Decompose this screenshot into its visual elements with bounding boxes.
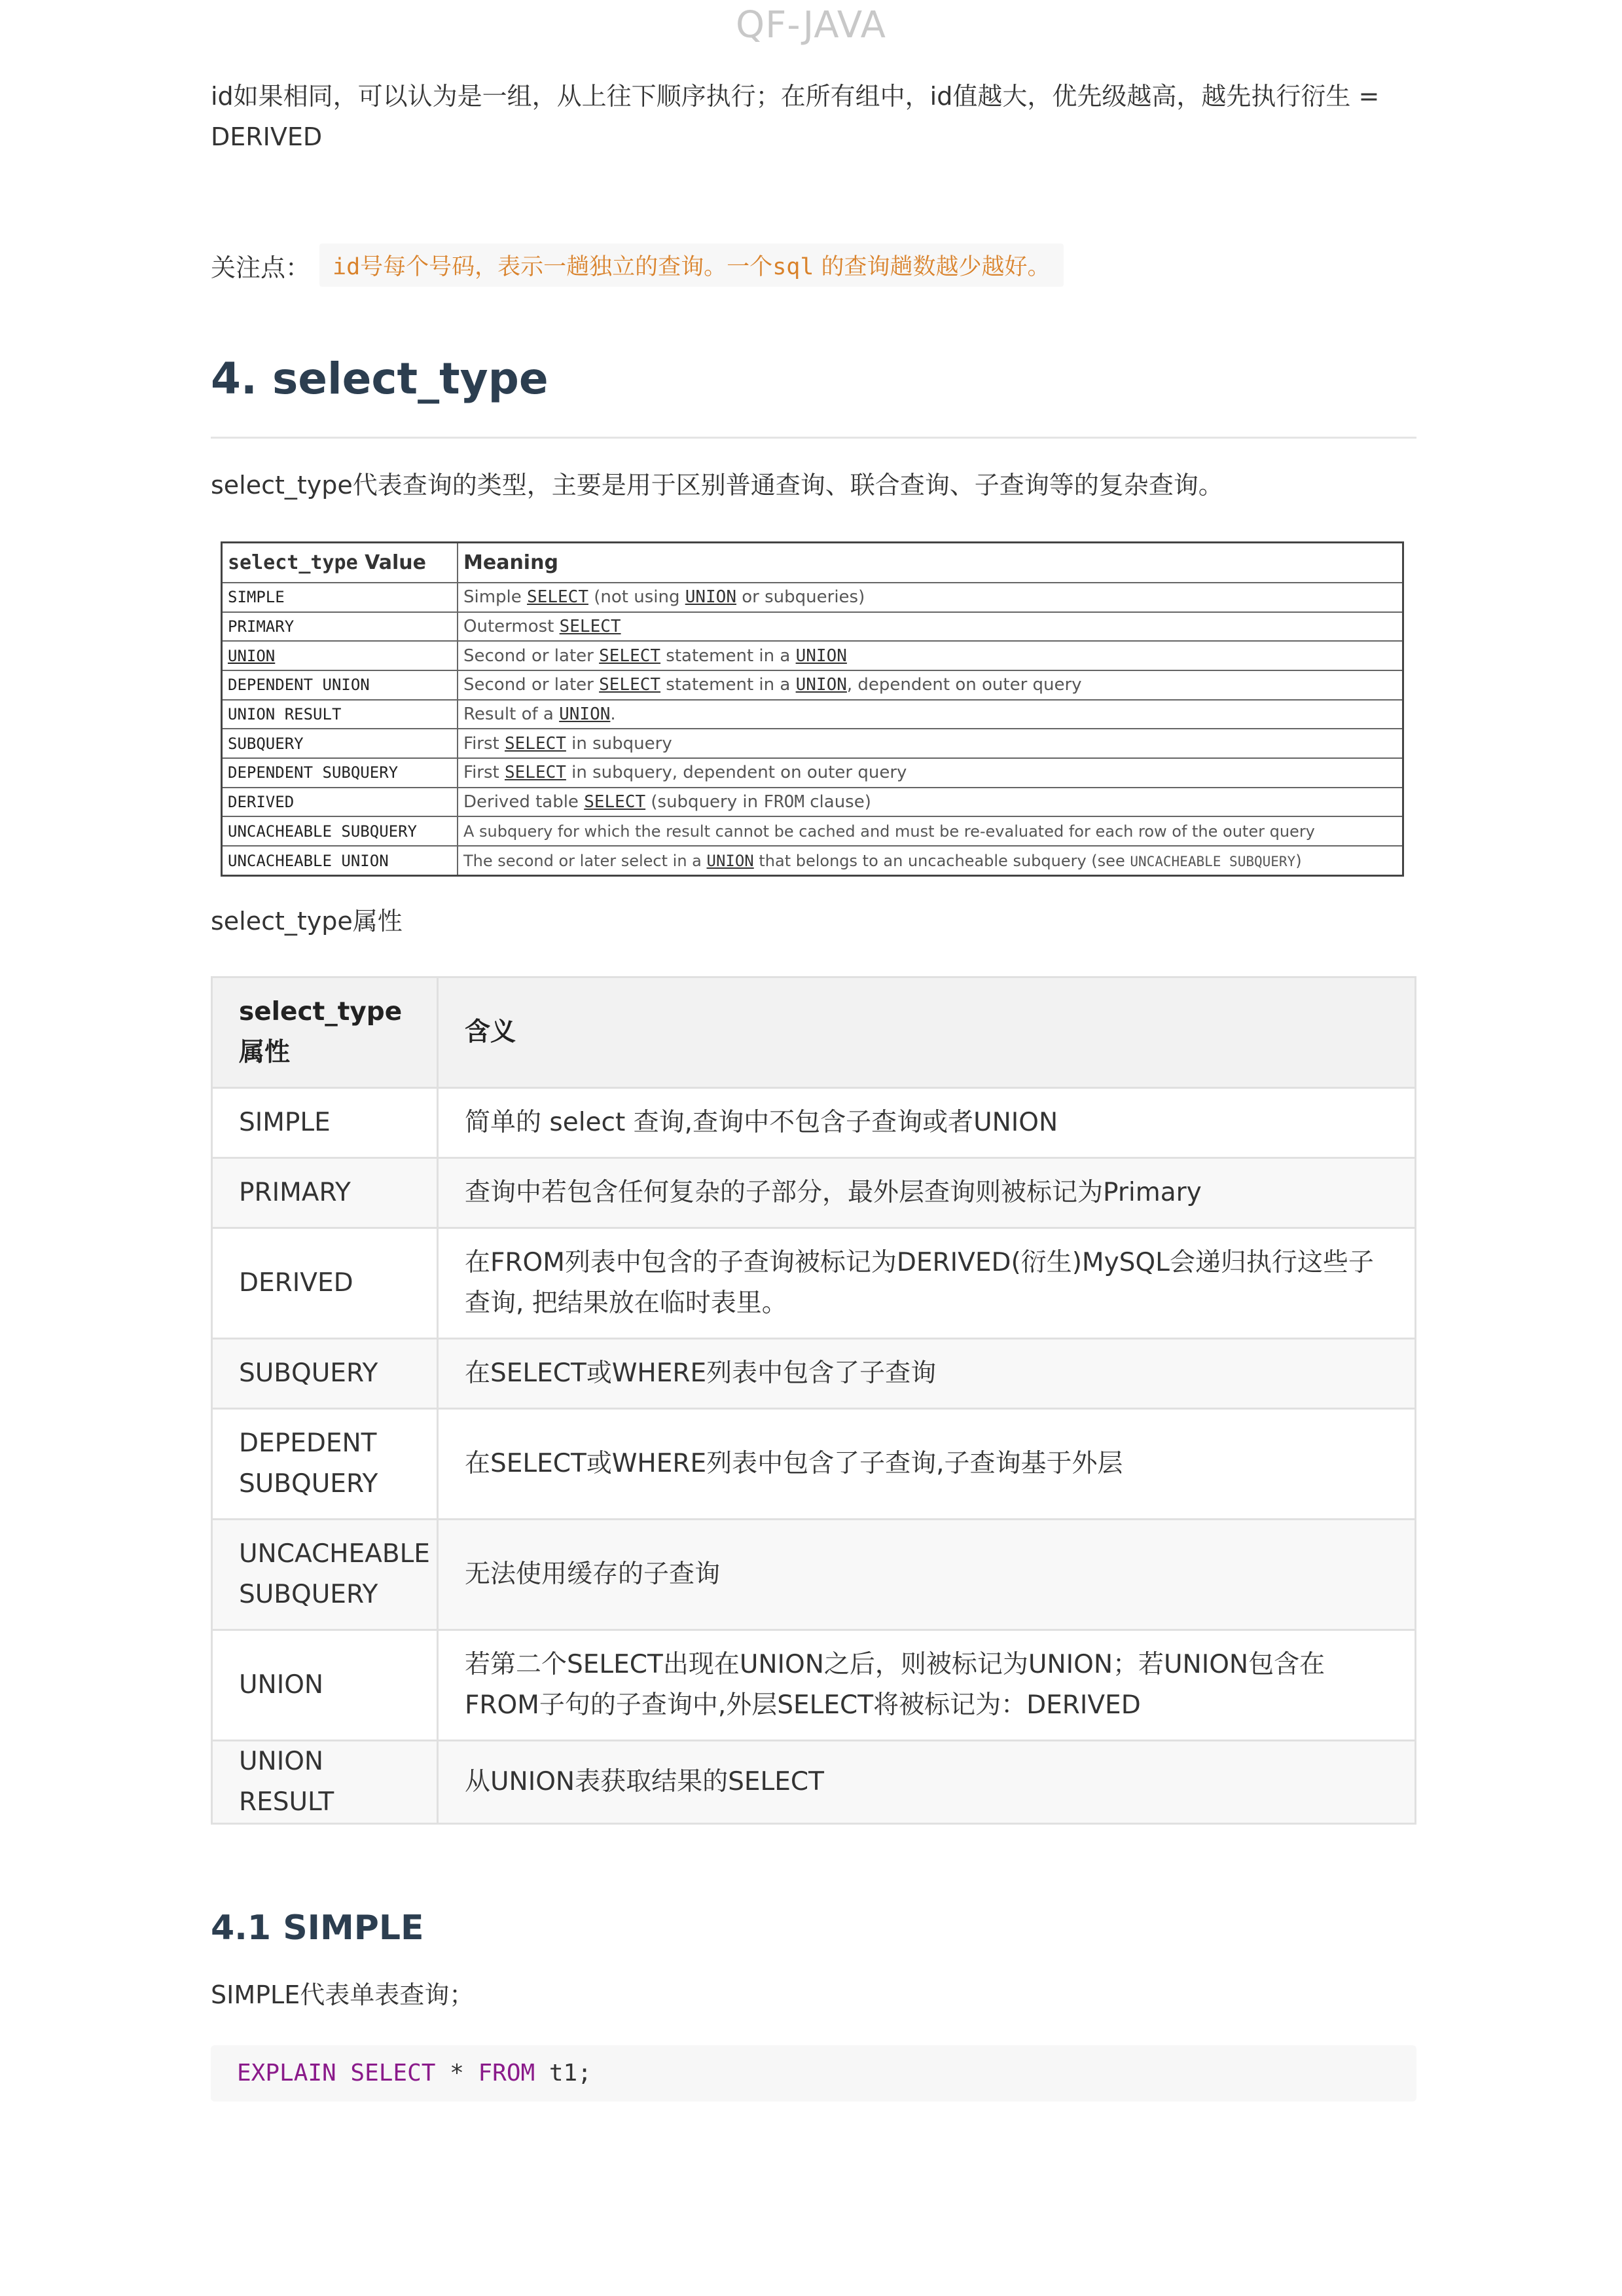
- ref-header-row: [222, 543, 1403, 583]
- ref-row-value: DEPENDENT SUBQUERY: [222, 758, 458, 788]
- main-header-meaning: 含义: [438, 977, 1416, 1088]
- ref-header-code: select_type: [228, 551, 358, 574]
- ref-row-value: UNCACHEABLE UNION: [222, 846, 458, 875]
- table-cell-attr: SUBQUERY: [212, 1339, 438, 1409]
- ref-meaning-code: SELECT: [599, 646, 661, 666]
- table-cell-meaning: 在SELECT或WHERE列表中包含了子查询: [438, 1339, 1416, 1409]
- table-row: [212, 1409, 1416, 1520]
- ref-meaning-text: in subquery: [566, 733, 672, 754]
- table-cell-attr: SIMPLE: [212, 1088, 438, 1158]
- ref-meaning-text: clause): [804, 792, 871, 812]
- ref-row-meaning: [458, 758, 1403, 788]
- ref-meaning-text: , dependent on outer query: [846, 675, 1082, 695]
- ref-row: [222, 700, 1403, 729]
- ref-meaning-code: UNION: [795, 646, 847, 666]
- code-keyword-select: SELECT: [350, 2060, 436, 2086]
- note-label: 关注点：: [211, 253, 311, 282]
- ref-meaning-code: UNION: [559, 704, 611, 725]
- ref-meaning-code: SELECT: [559, 616, 621, 636]
- note-code-prefix: id: [333, 254, 361, 280]
- ref-row-meaning: [458, 700, 1403, 729]
- ref-meaning-text: .: [610, 704, 616, 725]
- ref-meaning-code: SELECT: [584, 792, 646, 812]
- ref-row-meaning: [458, 816, 1403, 846]
- table-row: [212, 1228, 1416, 1339]
- ref-meaning-code: SELECT: [504, 763, 566, 783]
- table-cell-meaning: 无法使用缓存的子查询: [438, 1520, 1416, 1630]
- section-title: 4. select_type: [211, 354, 549, 404]
- ref-meaning-text: A subquery for which the result cannot be cached and must be re-evaluated for each row of the outer query: [463, 822, 1315, 841]
- ref-row-meaning: [458, 583, 1403, 612]
- ref-row-meaning: [458, 729, 1403, 758]
- ref-row: [222, 758, 1403, 788]
- ref-row: [222, 641, 1403, 670]
- ref-meaning-code: UNCACHEABLE SUBQUERY: [1130, 853, 1296, 869]
- ref-meaning-text: (subquery in: [645, 792, 764, 812]
- intro-paragraph: id如果相同，可以认为是一组，从上往下顺序执行；在所有组中，id值越大，优先级越高，越先执行衍生 = DERIVED: [211, 82, 1380, 151]
- ref-meaning-text: statement in a: [660, 675, 796, 695]
- table-cell-attr: DERIVED: [212, 1228, 438, 1339]
- table-cell-attr: UNCACHEABLE SUBQUERY: [212, 1520, 438, 1630]
- code-keyword-explain: EXPLAIN: [237, 2060, 336, 2086]
- ref-meaning-text: in subquery, dependent on outer query: [566, 763, 907, 783]
- ref-row-value: DEPENDENT UNION: [222, 670, 458, 700]
- ref-row-meaning: [458, 612, 1403, 642]
- ref-meaning-text: Outermost: [463, 616, 560, 636]
- ref-row-value: DERIVED: [222, 788, 458, 817]
- table-row: [212, 1158, 1416, 1228]
- ref-row: [222, 583, 1403, 612]
- main-header-attr: select_type属性: [212, 977, 438, 1088]
- table-cell-meaning: 查询中若包含任何复杂的子部分，最外层查询则被标记为Primary: [438, 1158, 1416, 1228]
- ref-meaning-text: that belongs to an uncacheable subquery (see: [753, 851, 1130, 870]
- main-header-row: [212, 977, 1416, 1088]
- ref-meaning-code: SELECT: [599, 675, 661, 695]
- ref-row: [222, 729, 1403, 758]
- ref-row: [222, 788, 1403, 817]
- table-row: [212, 1741, 1416, 1824]
- table-cell-meaning: 简单的 select 查询,查询中不包含子查询或者UNION: [438, 1088, 1416, 1158]
- code-star: *: [435, 2060, 478, 2086]
- code-rest: t1;: [535, 2060, 592, 2086]
- ref-meaning-code: FROM: [763, 792, 804, 812]
- ref-row-value: SUBQUERY: [222, 729, 458, 758]
- ref-row: [222, 612, 1403, 642]
- ref-meaning-text: The second or later select in a: [463, 851, 707, 870]
- table-row: [212, 1339, 1416, 1409]
- code-block: [211, 2045, 1416, 2102]
- ref-row-value: SIMPLE: [222, 583, 458, 612]
- table-cell-attr: UNION: [212, 1630, 438, 1741]
- ref-header-value: [222, 543, 458, 583]
- table-row: [212, 1088, 1416, 1158]
- page-header: QF-JAVA: [736, 4, 886, 46]
- table-cell-meaning: 在SELECT或WHERE列表中包含了子查询,子查询基于外层: [438, 1409, 1416, 1520]
- ref-row-value: UNION: [222, 641, 458, 670]
- note-row: [211, 242, 1064, 288]
- ref-meaning-code: UNION: [706, 851, 754, 870]
- table-row: [212, 1520, 1416, 1630]
- ref-meaning-code: SELECT: [504, 733, 566, 754]
- note-code-suffix: 的查询趟数越少越好。: [814, 254, 1051, 280]
- ref-meaning-text: Second or later: [463, 675, 600, 695]
- ref-header-meaning: Meaning: [458, 543, 1403, 583]
- section-description: select_type代表查询的类型，主要是用于区别普通查询、联合查询、子查询等的复杂查询。: [211, 471, 1223, 500]
- ref-row: [222, 846, 1403, 875]
- ref-meaning-text: Derived table: [463, 792, 585, 812]
- note-code-mid: 号每个号码，表示一趟独立的查询。一个: [360, 254, 773, 280]
- ref-meaning-code: SELECT: [527, 587, 588, 608]
- table-cell-meaning: 从UNION表获取结果的SELECT: [438, 1741, 1416, 1824]
- ref-row-meaning: [458, 846, 1403, 875]
- select-type-table: [211, 976, 1416, 1825]
- ref-meaning-text: statement in a: [660, 646, 796, 666]
- note-inline-code: [319, 244, 1064, 287]
- ref-row: [222, 816, 1403, 846]
- table-cell-meaning: 在FROM列表中包含的子查询被标记为DERIVED(衍生)MySQL会递归执行这些子查询, 把结果放在临时表里。: [438, 1228, 1416, 1339]
- note-code-sql: sql: [772, 254, 814, 280]
- ref-row-value: UNCACHEABLE SUBQUERY: [222, 816, 458, 846]
- table-cell-attr: DEPEDENT SUBQUERY: [212, 1409, 438, 1520]
- attr-caption: select_type属性: [211, 907, 403, 936]
- ref-row-meaning: [458, 670, 1403, 700]
- ref-meaning-text: First: [463, 733, 505, 754]
- subsection-title: 4.1 SIMPLE: [211, 1908, 424, 1948]
- ref-meaning-text: Simple: [463, 587, 528, 608]
- ref-row: [222, 670, 1403, 700]
- table-row: [212, 1630, 1416, 1741]
- select-type-reference-image: [221, 541, 1404, 877]
- ref-meaning-text: Second or later: [463, 646, 600, 666]
- ref-meaning-text: or subqueries): [736, 587, 865, 608]
- ref-row-meaning: [458, 788, 1403, 817]
- ref-header-suffix: Value: [357, 551, 426, 574]
- ref-meaning-code: UNION: [685, 587, 736, 608]
- ref-meaning-text: ): [1295, 851, 1302, 870]
- ref-meaning-text: (not using: [588, 587, 685, 608]
- ref-meaning-code: UNION: [795, 675, 847, 695]
- code-keyword-from: FROM: [478, 2060, 535, 2086]
- table-cell-meaning: 若第二个SELECT出现在UNION之后，则被标记为UNION；若UNION包含在FROM子句的子查询中,外层SELECT将被标记为：DERIVED: [438, 1630, 1416, 1741]
- section-divider: [211, 437, 1416, 439]
- subsection-description: SIMPLE代表单表查询；: [211, 1980, 475, 2009]
- ref-meaning-text: First: [463, 763, 505, 783]
- ref-row-value: UNION RESULT: [222, 700, 458, 729]
- ref-row-meaning: [458, 641, 1403, 670]
- ref-row-value: PRIMARY: [222, 612, 458, 642]
- table-cell-attr: PRIMARY: [212, 1158, 438, 1228]
- table-cell-attr: UNION RESULT: [212, 1741, 438, 1824]
- ref-meaning-text: Result of a: [463, 704, 560, 725]
